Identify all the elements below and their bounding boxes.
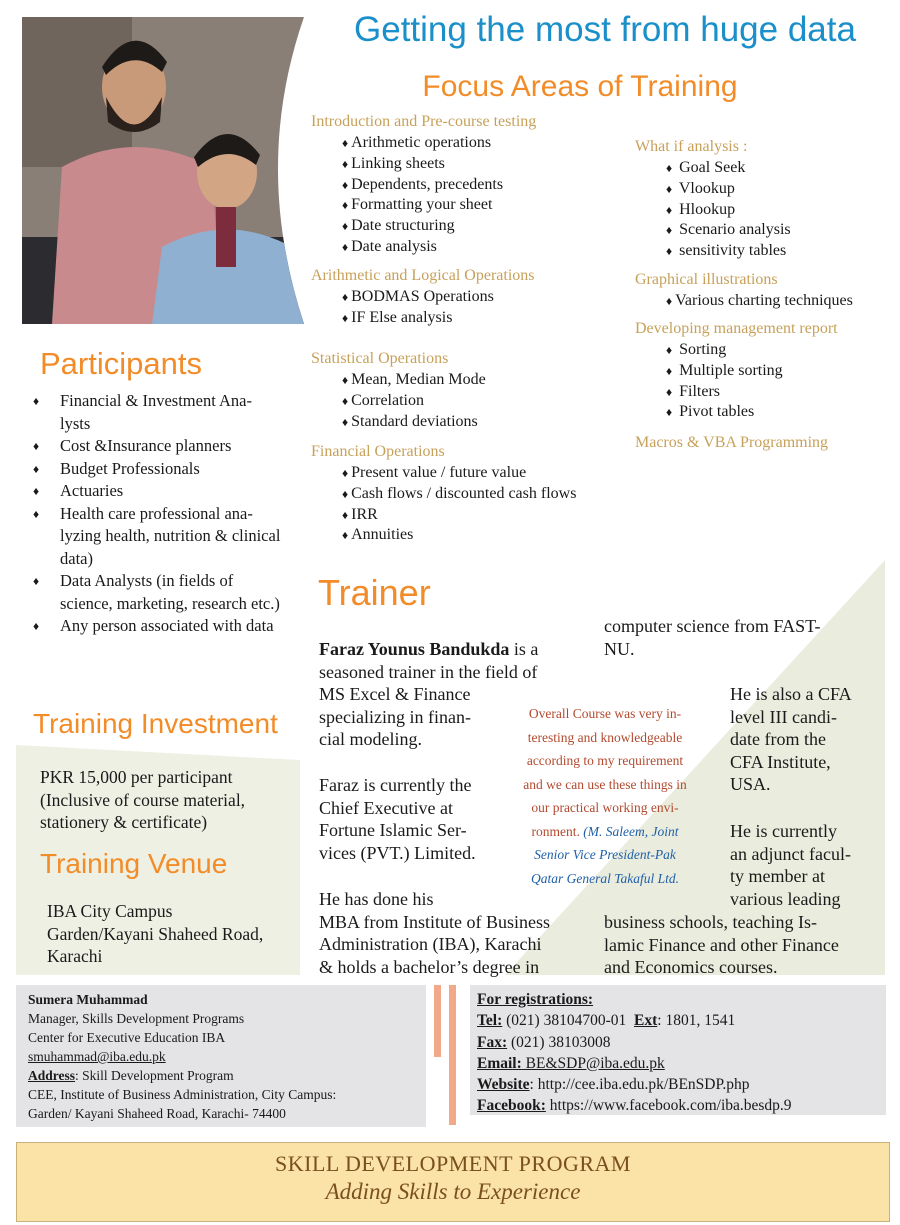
list-item: ♦ Financial & Investment Ana- lysts xyxy=(33,391,252,433)
registration-tel: Tel: (021) 38104700-01 Ext: 1801, 1541 xyxy=(477,1012,736,1030)
diamond-bullet-icon: ♦ xyxy=(342,528,349,543)
main-title: Getting the most from huge data xyxy=(354,10,856,49)
list-item: ♦ Multiple sorting xyxy=(666,361,783,379)
diamond-bullet-icon: ♦ xyxy=(342,239,349,254)
investment-price: PKR 15,000 per participant xyxy=(40,767,233,787)
diamond-bullet-icon: ♦ xyxy=(342,310,349,325)
testimonial-author: (M. Saleem, Joint xyxy=(583,823,679,839)
diamond-bullet-icon: ♦ xyxy=(342,198,349,213)
graphical-list xyxy=(666,291,853,312)
list-item: ♦ Budget Professionals xyxy=(33,458,283,481)
registration-email-link[interactable]: BE&SDP@iba.edu.pk xyxy=(521,1054,665,1072)
section-heading-statistical: Statistical Operations xyxy=(311,350,449,367)
diamond-bullet-icon: ♦ xyxy=(666,223,673,238)
section-heading-financial: Financial Operations xyxy=(311,443,445,460)
list-item: ♦ Health care professional ana- lyzing health, nutrition & clinical data) xyxy=(33,503,281,568)
venue-address xyxy=(47,900,263,968)
list-item: ♦ sensitivity tables xyxy=(666,242,787,260)
venue-title: Training Venue xyxy=(40,848,228,879)
list-item: ♦ Goal Seek xyxy=(666,159,746,176)
registration-fax: Fax: (021) 38103008 xyxy=(477,1033,611,1051)
list-item: ♦ Filters xyxy=(666,382,721,400)
list-item: ♦ Annuities xyxy=(342,526,414,544)
contact-box: Sumera Muhammad Manager, Skills Development Programs Center for Executive Education IBA smuhammad@iba.edu.pk Address: Skill Development Program CEE, Institute of Business Administration, City Campus: Garden/ Kayani Shaheed Road, Karachi- 74400 xyxy=(16,985,426,1127)
focus-areas-title: Focus Areas of Training xyxy=(422,70,738,103)
diamond-bullet-icon: ♦ xyxy=(666,384,673,399)
trainer-bio-teaching: business schools, teaching Is- lamic Finance and other Finance and Economics courses. xyxy=(604,912,839,977)
list-item: ♦ Hlookup xyxy=(666,200,736,218)
participants-list xyxy=(33,390,283,638)
diamond-bullet-icon: ♦ xyxy=(342,373,349,387)
registration-facebook: Facebook: https://www.facebook.com/iba.besdp.9 xyxy=(477,1097,792,1115)
footer-title: SKILL DEVELOPMENT PROGRAM xyxy=(275,1151,631,1176)
investment-title: Training Investment xyxy=(33,708,278,739)
contact-role: Manager, Skills Development Programs xyxy=(28,1011,245,1026)
section-heading-management-report: Developing management report xyxy=(635,320,838,337)
investment-note-2: stationery & certificate) xyxy=(40,812,208,832)
intro-list xyxy=(342,133,503,258)
diamond-bullet-icon: ♦ xyxy=(33,461,40,476)
diamond-bullet-icon: ♦ xyxy=(666,343,673,357)
list-item: ♦ Present value / future value xyxy=(342,464,527,481)
contact-email-link[interactable]: smuhammad@iba.edu.pk xyxy=(28,1049,166,1064)
diamond-bullet-icon: ♦ xyxy=(342,466,349,480)
diamond-bullet-icon: ♦ xyxy=(666,181,673,196)
header-photo xyxy=(22,17,304,324)
list-item: ♦ Any person associated with data xyxy=(33,615,283,638)
diamond-bullet-icon: ♦ xyxy=(33,506,40,521)
list-item: ♦ Cash flows / discounted cash flows xyxy=(342,484,577,502)
list-item: ♦ Pivot tables xyxy=(666,403,755,421)
section-heading-what-if: What if analysis : xyxy=(635,138,748,155)
list-item: ♦ BODMAS Operations xyxy=(342,288,494,305)
diamond-bullet-icon: ♦ xyxy=(33,394,40,408)
contact-org: Center for Executive Education IBA xyxy=(28,1030,226,1045)
venue-line: IBA City Campus xyxy=(47,901,173,921)
registration-facebook-link[interactable]: https://www.facebook.com/iba.besdp.9 xyxy=(545,1097,792,1115)
diamond-bullet-icon: ♦ xyxy=(342,486,349,501)
arithmetic-logical-list xyxy=(342,287,494,329)
list-item: ♦ Vlookup xyxy=(666,179,735,197)
diamond-bullet-icon: ♦ xyxy=(342,219,349,234)
list-item: ♦ Scenario analysis xyxy=(666,221,791,239)
statistical-list xyxy=(342,370,486,432)
participants-title: Participants xyxy=(40,346,202,381)
venue-line: Karachi xyxy=(47,946,103,966)
footer-tagline: Adding Skills to Experience xyxy=(325,1179,581,1204)
section-heading-intro: Introduction and Pre-course testing xyxy=(311,113,537,130)
section-heading-macros-vba: Macros & VBA Programming xyxy=(635,434,829,451)
list-item: ♦ Data Analysts (in fields of science, marketing, research etc.) xyxy=(33,571,280,613)
registration-website-link[interactable]: : http://cee.iba.edu.pk/BEnSDP.php xyxy=(529,1076,750,1094)
diamond-bullet-icon: ♦ xyxy=(666,202,673,217)
trainer-bio-degree: computer science from FAST- NU. xyxy=(604,616,821,659)
footer-banner xyxy=(16,1142,890,1222)
trainer-title: Trainer xyxy=(318,572,431,613)
list-item: ♦ Formatting your sheet xyxy=(342,196,493,214)
section-heading-graphical: Graphical illustrations xyxy=(635,271,778,288)
list-item: ♦ Dependents, precedents xyxy=(342,175,504,193)
trainer-name: Faraz Younus Bandukda xyxy=(319,639,510,659)
diamond-bullet-icon: ♦ xyxy=(666,405,673,420)
list-item: ♦ IF Else analysis xyxy=(342,308,453,326)
registration-box xyxy=(470,985,886,1115)
diamond-bullet-icon: ♦ xyxy=(342,136,349,150)
trainer-bio-education: He has done his MBA from Institute of Business Administration (IBA), Karachi & holds a bachelor’s degree in xyxy=(319,889,551,977)
diamond-bullet-icon: ♦ xyxy=(33,484,40,498)
trainer-bio-role: Faraz is currently the Chief Executive at Fortune Islamic Ser- vices (PVT.) Limited. xyxy=(319,775,476,863)
management-report-list xyxy=(666,340,783,423)
list-item: ♦ Various charting techniques xyxy=(666,292,853,309)
list-item: ♦ Correlation xyxy=(342,391,424,409)
diamond-bullet-icon: ♦ xyxy=(342,507,349,522)
diamond-bullet-icon: ♦ xyxy=(342,393,349,408)
list-item: ♦ Linking sheets xyxy=(342,154,445,172)
list-item: ♦ Mean, Median Mode xyxy=(342,371,486,388)
diamond-bullet-icon: ♦ xyxy=(342,414,349,429)
diamond-bullet-icon: ♦ xyxy=(342,156,349,171)
trainer-bio-intro: Faraz Younus Bandukda is a seasoned trainer in the field of MS Excel & Finance specializing in finan- cial modeling. xyxy=(319,639,539,749)
section-heading-arithmetic-logical: Arithmetic and Logical Operations xyxy=(311,267,535,284)
diamond-bullet-icon: ♦ xyxy=(342,290,349,304)
diamond-bullet-icon: ♦ xyxy=(33,574,40,588)
diamond-bullet-icon: ♦ xyxy=(342,177,349,192)
registration-email: Email: BE&SDP@iba.edu.pk xyxy=(477,1054,665,1072)
financial-list xyxy=(342,463,576,546)
list-item: ♦ IRR xyxy=(342,505,378,523)
testimonial-quote: Overall Course was very in- teresting and knowledgeable according to my requirement and we can use these things in our practical working envi- ronment. (M. Saleem, Joint Senior Vice President-Pak Qatar General Takaful Ltd. xyxy=(523,706,687,886)
diamond-bullet-icon: ♦ xyxy=(33,619,40,633)
diamond-bullet-icon: ♦ xyxy=(666,294,673,308)
list-item: ♦ Arithmetic operations xyxy=(342,134,492,151)
list-item: ♦ Date structuring xyxy=(342,217,455,235)
contact-name: Sumera Muhammad xyxy=(28,992,148,1007)
list-item: ♦ Standard deviations xyxy=(342,412,478,430)
list-item: ♦ Date analysis xyxy=(342,237,437,255)
registration-website: Website: http://cee.iba.edu.pk/BEnSDP.php xyxy=(477,1076,750,1094)
trainer-bio-faculty: He is currently an adjunct facul- ty member at various leading xyxy=(730,821,851,909)
investment-details xyxy=(40,766,245,834)
list-item: ♦ Cost &Insurance planners xyxy=(33,435,283,458)
registration-title: For registrations: xyxy=(477,991,594,1008)
diamond-bullet-icon: ♦ xyxy=(666,244,673,259)
venue-line: Garden/Kayani Shaheed Road, xyxy=(47,923,264,944)
what-if-list xyxy=(666,158,791,262)
diamond-bullet-icon: ♦ xyxy=(666,161,673,175)
investment-note-1: (Inclusive of course material, xyxy=(40,789,246,810)
trainer-bio-cfa: He is also a CFA level III candi- date from the CFA Institute, USA. xyxy=(730,684,852,794)
diamond-bullet-icon: ♦ xyxy=(666,363,673,378)
list-item: ♦ Sorting xyxy=(666,341,727,358)
diamond-bullet-icon: ♦ xyxy=(33,439,40,453)
list-item: ♦ Actuaries xyxy=(33,480,283,503)
